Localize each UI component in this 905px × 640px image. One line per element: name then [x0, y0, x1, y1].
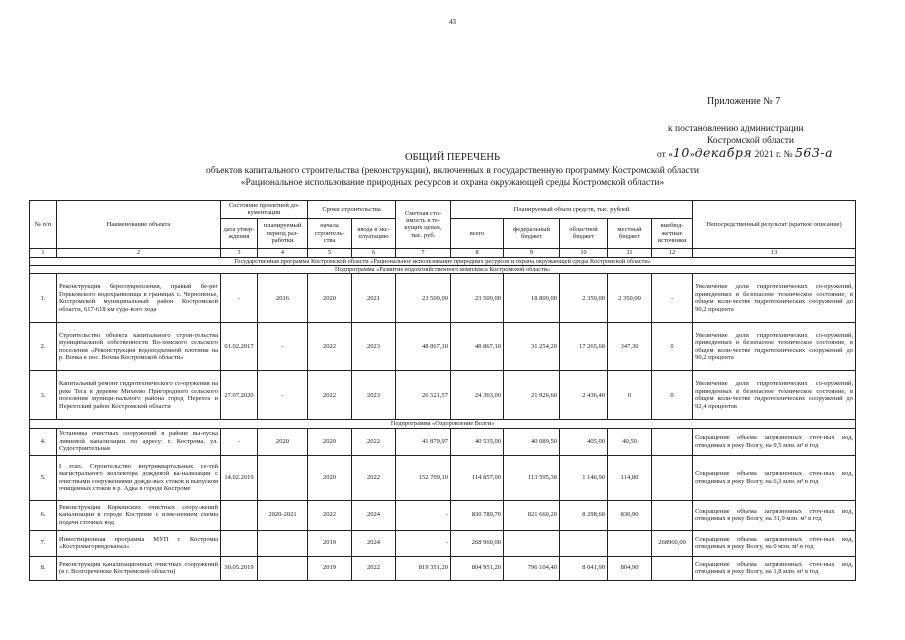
funds-total: 268 960,00 — [451, 530, 504, 556]
object-name: Реконструкция канализационных очистных сооружений (в г. Волгореченске Костромской области) — [57, 556, 221, 580]
row-number: 5. — [30, 455, 57, 500]
design-plan — [258, 530, 308, 556]
column-number: 13 — [693, 248, 856, 257]
column-number: 10 — [560, 248, 608, 257]
funds-total: 48 867,10 — [451, 323, 504, 371]
funds-offbudget: 268960,00 — [652, 530, 693, 556]
funds-regional: 405,00 — [560, 428, 608, 455]
term-start: 2020 — [308, 428, 352, 455]
design-plan: - — [258, 371, 308, 420]
term-end: 2022 — [352, 428, 396, 455]
estimate-cost: 152 709,10 — [396, 455, 451, 500]
row-number: 7. — [30, 530, 57, 556]
table-row — [30, 455, 856, 500]
appendix-line2: Костромской области — [707, 136, 794, 146]
object-name: I этап. Строительство внутриквартальных се-тей магистрального коллектора дождевой ка-нализации с очистными сооружениями дожде-вых стоков и выпуском очищенных стоков в р. Адка в городе Костроме — [57, 455, 221, 500]
funds-local: 114,80 — [608, 455, 652, 500]
term-start: 2020 — [308, 274, 352, 323]
subprogram-row — [30, 420, 856, 428]
estimate-cost: 23 500,00 — [396, 274, 451, 323]
date-prefix: от « — [657, 150, 673, 160]
row-number: 1. — [30, 274, 57, 323]
funds-regional: 1 146,90 — [560, 455, 608, 500]
estimate-cost: 26 521,57 — [396, 371, 451, 420]
date-month-handwritten: декабря — [694, 145, 753, 160]
date-suffix: 2021 г. № — [752, 150, 793, 160]
column-number: 4 — [258, 248, 308, 257]
estimate-cost: 41 879,97 — [396, 428, 451, 455]
funds-total: 114 857,00 — [451, 455, 504, 500]
objects-table — [29, 200, 856, 581]
funds-federal: 113 595,30 — [504, 455, 560, 500]
object-name: Установка очистных сооружений в районе вы-пуска ливневой канализации по адресу: г. Кострома, ул. Судостроительная — [57, 428, 221, 455]
term-start: 2022 — [308, 371, 352, 420]
term-start: 2019 — [308, 530, 352, 556]
row-number: 8. — [30, 556, 57, 580]
design-plan: 2016 — [258, 274, 308, 323]
header-result: Непосредственный результат (краткое описание) — [693, 201, 856, 249]
result-description: Сокращение объема загрязненных сточ-ных вод, отводимых в реку Волгу, на 9,5 млн. м³ в год — [693, 428, 856, 455]
term-end: 2022 — [352, 556, 396, 580]
object-name: Инвестиционная программа МУП г. Костромы «Костромагорводоканал» — [57, 530, 221, 556]
result-description: Сокращение объема загрязненных сточ-ных вод, отводимых в реку Волгу, на 31,9 млн. м³ в год — [693, 500, 856, 530]
column-number: 2 — [57, 248, 221, 257]
row-number: 4. — [30, 428, 57, 455]
term-end: 2024 — [352, 500, 396, 530]
table-row — [30, 530, 856, 556]
design-plan: 2020 — [258, 428, 308, 455]
appendix-line1: к постановлению администрации — [668, 124, 804, 134]
term-end: 2023 — [352, 323, 396, 371]
design-plan — [258, 455, 308, 500]
design-date: 27.07.2020 — [221, 371, 258, 420]
funds-regional: 8 298,60 — [560, 500, 608, 530]
object-name: Капитальный ремонт гидротехнического со-оружения на реке Тега в деревне Михеево Пригородного сельского поселения муници-пального района город Нерехта и Нерехтский район Костромской области — [57, 371, 221, 420]
design-plan — [258, 556, 308, 580]
design-date: - — [221, 274, 258, 323]
table-row — [30, 371, 856, 420]
result-description: Увеличение доли гидротехнических со-оружений, приведенных в безопасное техническое состояние, в общем коли-честве гидротехнических сооружений до 90,2 процента — [693, 274, 856, 323]
header-term-end: ввода в экс-плуатацию — [352, 218, 396, 248]
page-number: 43 — [449, 18, 456, 26]
term-end: 2022 — [352, 455, 396, 500]
column-number: 6 — [352, 248, 396, 257]
funds-federal: 31 254,20 — [504, 323, 560, 371]
document-subtitle-2: «Рациональное использование природных ресурсов и охрана окружающей среды Костромской области» — [240, 178, 665, 188]
result-description: Сокращение объема загрязненных сточ-ных вод, отводимых в реку Волгу, на 0 млн. м³ в год — [693, 530, 856, 556]
term-end: 2023 — [352, 371, 396, 420]
subprogram-title-2: Подпрограмма «Оздоровление Волги» — [30, 420, 856, 428]
funds-regional: 2 350,00 — [560, 274, 608, 323]
result-description: Увеличение доли гидротехнических со-оружений, приведенных в безопасное техническое состояние, в общем коли-честве гидротехнических сооружений до 92,4 процентов — [693, 371, 856, 420]
funds-federal: 18 800,00 — [504, 274, 560, 323]
funds-local: 804,90 — [608, 556, 652, 580]
estimate-cost: - — [396, 530, 451, 556]
funds-offbudget: - — [652, 274, 693, 323]
result-description: Увеличение доли гидротехнических со-оружений, приведенных в безопасное техническое состояние, в общем коли-честве гидротехнических сооружений до 90,2 процента — [693, 323, 856, 371]
estimate-cost: 48 867,10 — [396, 323, 451, 371]
term-start: 2022 — [308, 500, 352, 530]
funds-offbudget — [652, 500, 693, 530]
funds-total: 804 951,20 — [451, 556, 504, 580]
column-number: 12 — [652, 248, 693, 257]
design-date: - — [221, 428, 258, 455]
table-row — [30, 428, 856, 455]
design-date: 30.05.2019 — [221, 556, 258, 580]
funds-local — [608, 530, 652, 556]
funds-total: 830 789,70 — [451, 500, 504, 530]
funds-federal: 796 104,40 — [504, 556, 560, 580]
program-title: Государственная программа Костромской области «Рациональное использование природных ресурсов и охрана окружающей среды Костромской области» — [30, 257, 856, 265]
document-title: ОБЩИЙ ПЕРЕЧЕНЬ — [404, 152, 501, 163]
appendix-title: Приложение № 7 — [707, 96, 781, 107]
funds-federal: 821 660,20 — [504, 500, 560, 530]
header-local: местный бюджет — [608, 218, 652, 248]
document-subtitle-1: объектов капитального строительства (реконструкции), включенных в государственную программу Костромской области — [206, 166, 699, 176]
term-end: 2024 — [352, 530, 396, 556]
column-number: 5 — [308, 248, 352, 257]
column-number: 7 — [396, 248, 451, 257]
term-start: 2019 — [308, 556, 352, 580]
header-total: всего — [451, 218, 504, 248]
funds-local: 347,30 — [608, 323, 652, 371]
funds-regional: 17 265,60 — [560, 323, 608, 371]
funds-total: 24 363,00 — [451, 371, 504, 420]
subprogram-title-1: Подпрограмма «Развитие водохозяйственного комплекса Костромской области» — [30, 266, 856, 274]
design-date: 14.02.2019 — [221, 455, 258, 500]
header-federal: федеральный бюджет — [504, 218, 560, 248]
header-design-plan: планируемый период раз-работки — [258, 218, 308, 248]
column-number: 11 — [608, 248, 652, 257]
design-date — [221, 530, 258, 556]
header-num: № п/п — [30, 201, 57, 249]
date-day-handwritten: 10 — [672, 145, 690, 160]
funds-total: 23 500,00 — [451, 274, 504, 323]
funds-local: 40,50 — [608, 428, 652, 455]
funds-offbudget — [652, 556, 693, 580]
header-design-date: дата утвер-ждения — [221, 218, 258, 248]
funds-offbudget: 0 — [652, 371, 693, 420]
term-start: 2022 — [308, 323, 352, 371]
header-design-state: Состояние проектной до-кументации — [221, 201, 308, 219]
column-number: 8 — [451, 248, 504, 257]
funds-regional — [560, 530, 608, 556]
header-funds: Планируемый объем средств, тыс. рублей — [451, 201, 693, 219]
table-row — [30, 274, 856, 323]
funds-regional: 8 041,90 — [560, 556, 608, 580]
column-number: 3 — [221, 248, 258, 257]
column-numbers-row — [30, 248, 856, 257]
row-number: 6. — [30, 500, 57, 530]
funds-offbudget — [652, 455, 693, 500]
term-end: 2021 — [352, 274, 396, 323]
object-name: Реконструкция Коркинских очистных соору-жений канализации в городе Костроме с изме-нением схемы подачи сточных вод — [57, 500, 221, 530]
header-regional: областной бюджет — [560, 218, 608, 248]
funds-federal: 40 089,50 — [504, 428, 560, 455]
funds-local: 0 — [608, 371, 652, 420]
term-start: 2020 — [308, 455, 352, 500]
row-number: 2. — [30, 323, 57, 371]
estimate-cost: - — [396, 500, 451, 530]
funds-local: 2 350,00 — [608, 274, 652, 323]
header-name: Наименование объекта — [57, 201, 221, 249]
design-plan: - — [258, 323, 308, 371]
result-description: Сокращение объема загрязненных сточ-ных вод, отводимых в реку Волгу, на 6,3 млн. м³ в год — [693, 455, 856, 500]
design-plan: 2020-2021 — [258, 500, 308, 530]
program-row — [30, 257, 856, 265]
estimate-cost: 819 351,20 — [396, 556, 451, 580]
decree-number-handwritten: 563-а — [794, 145, 834, 160]
row-number: 3. — [30, 371, 57, 420]
funds-federal — [504, 530, 560, 556]
date-mid: » — [689, 150, 695, 160]
design-date: 01.02.2017 — [221, 323, 258, 371]
header-estimate: Сметная сто-имость в те-кущих ценах, тыс. руб. — [396, 201, 451, 249]
object-name: Строительство объекта капитального строи-тельства муниципальной собственности Во-хомского сельского поселения «Реконструкция водоподъемной плотины на р. Вочка в пос. Вохма Костромской области» — [57, 323, 221, 371]
table-row — [30, 500, 856, 530]
subprogram-row — [30, 266, 856, 274]
design-date — [221, 500, 258, 530]
result-description: Сокращение объема загрязненных сточ-ных вод, отводимых в реку Волгу, на 1,8 млн. м³ в год — [693, 556, 856, 580]
funds-regional: 2 436,40 — [560, 371, 608, 420]
funds-local: 830,90 — [608, 500, 652, 530]
funds-total: 40 535,00 — [451, 428, 504, 455]
header-term-start: начала строитель-ства — [308, 218, 352, 248]
header-offbudget: внебюд-жетные источники — [652, 218, 693, 248]
table-row — [30, 556, 856, 580]
header-terms: Сроки строительства — [308, 201, 396, 219]
table-row — [30, 323, 856, 371]
funds-federal: 21 926,60 — [504, 371, 560, 420]
column-number: 1 — [30, 248, 57, 257]
column-number: 9 — [504, 248, 560, 257]
object-name: Реконструкция берегоукрепления, правый бе-рег Горьковского водохранилища в границах с. Чернопенье, Костромской муниципальный район Костромской области, 617-618 км судо-вого хода — [57, 274, 221, 323]
funds-offbudget — [652, 428, 693, 455]
funds-offbudget: 0 — [652, 323, 693, 371]
